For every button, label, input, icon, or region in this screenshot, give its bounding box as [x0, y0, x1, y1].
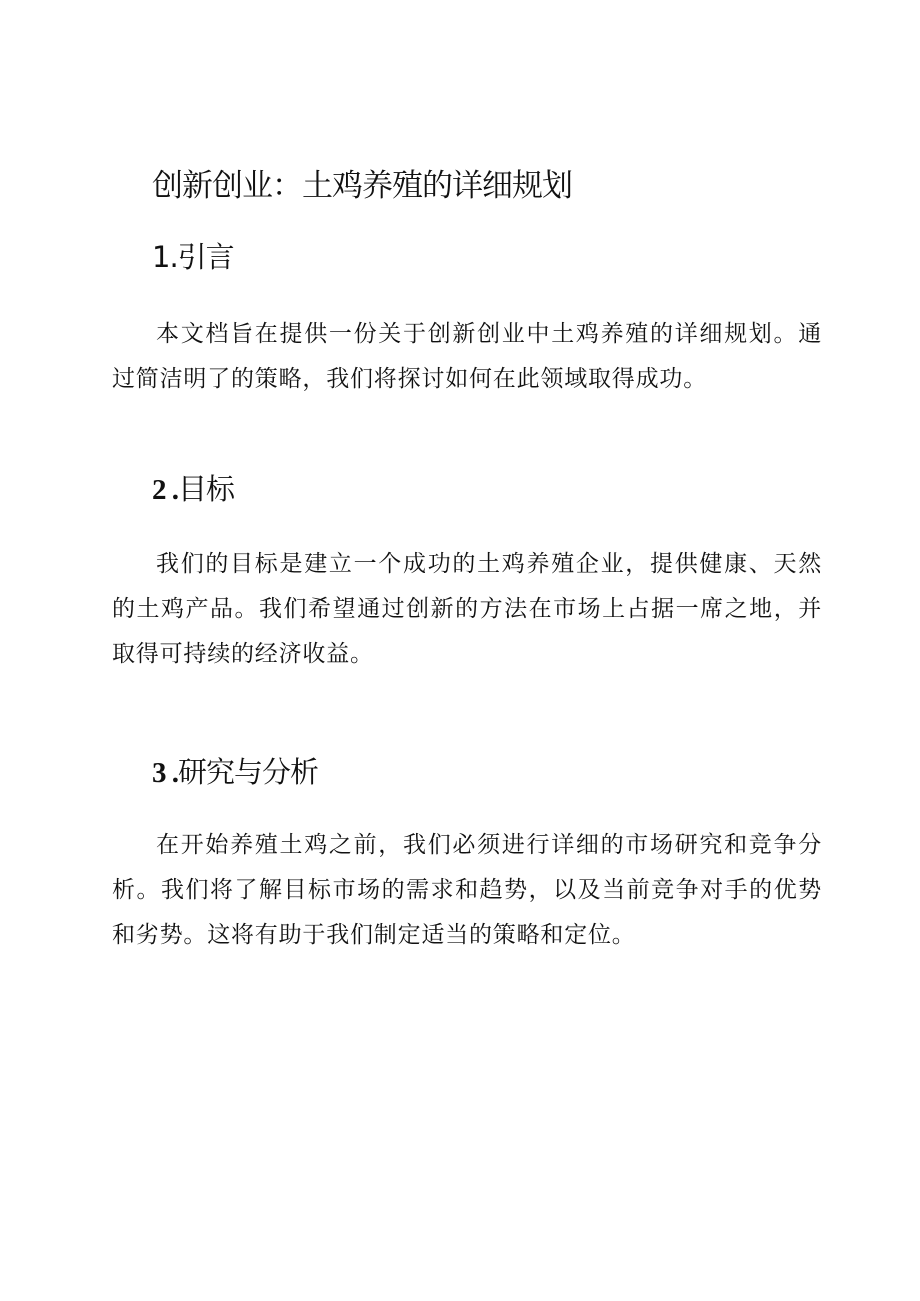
section-number: 3 .: [152, 757, 178, 789]
section-heading-research: [152, 752, 318, 793]
section-heading-text: 引言: [177, 240, 234, 274]
section-paragraph-research: 在开始养殖土鸡之前，我们必须进行详细的市场研究和竞争分析。我们将了解目标市场的需求和趋势，以及当前竞争对手的优势和劣势。这将有助于我们制定适当的策略和定位。: [112, 832, 822, 948]
section-heading-text: 研究与分析: [178, 755, 319, 789]
section-paragraph-introduction: 本文档旨在提供一份关于创新创业中土鸡养殖的详细规划。通过简洁明了的策略，我们将探讨如何在此领域取得成功。: [112, 321, 822, 392]
section-heading-goals: [152, 469, 234, 510]
section-heading-introduction: [152, 237, 234, 277]
section-paragraph-goals: 我们的目标是建立一个成功的土鸡养殖企业，提供健康、天然的土鸡产品。我们希望通过创新的方法在市场上占据一席之地，并取得可持续的经济收益。: [112, 551, 822, 667]
section-heading-text: 目标: [178, 472, 235, 506]
section-number: 1.: [152, 240, 178, 274]
section-number: 2 .: [152, 474, 178, 506]
document-title: 创新创业：土鸡养殖的详细规划: [152, 168, 572, 204]
